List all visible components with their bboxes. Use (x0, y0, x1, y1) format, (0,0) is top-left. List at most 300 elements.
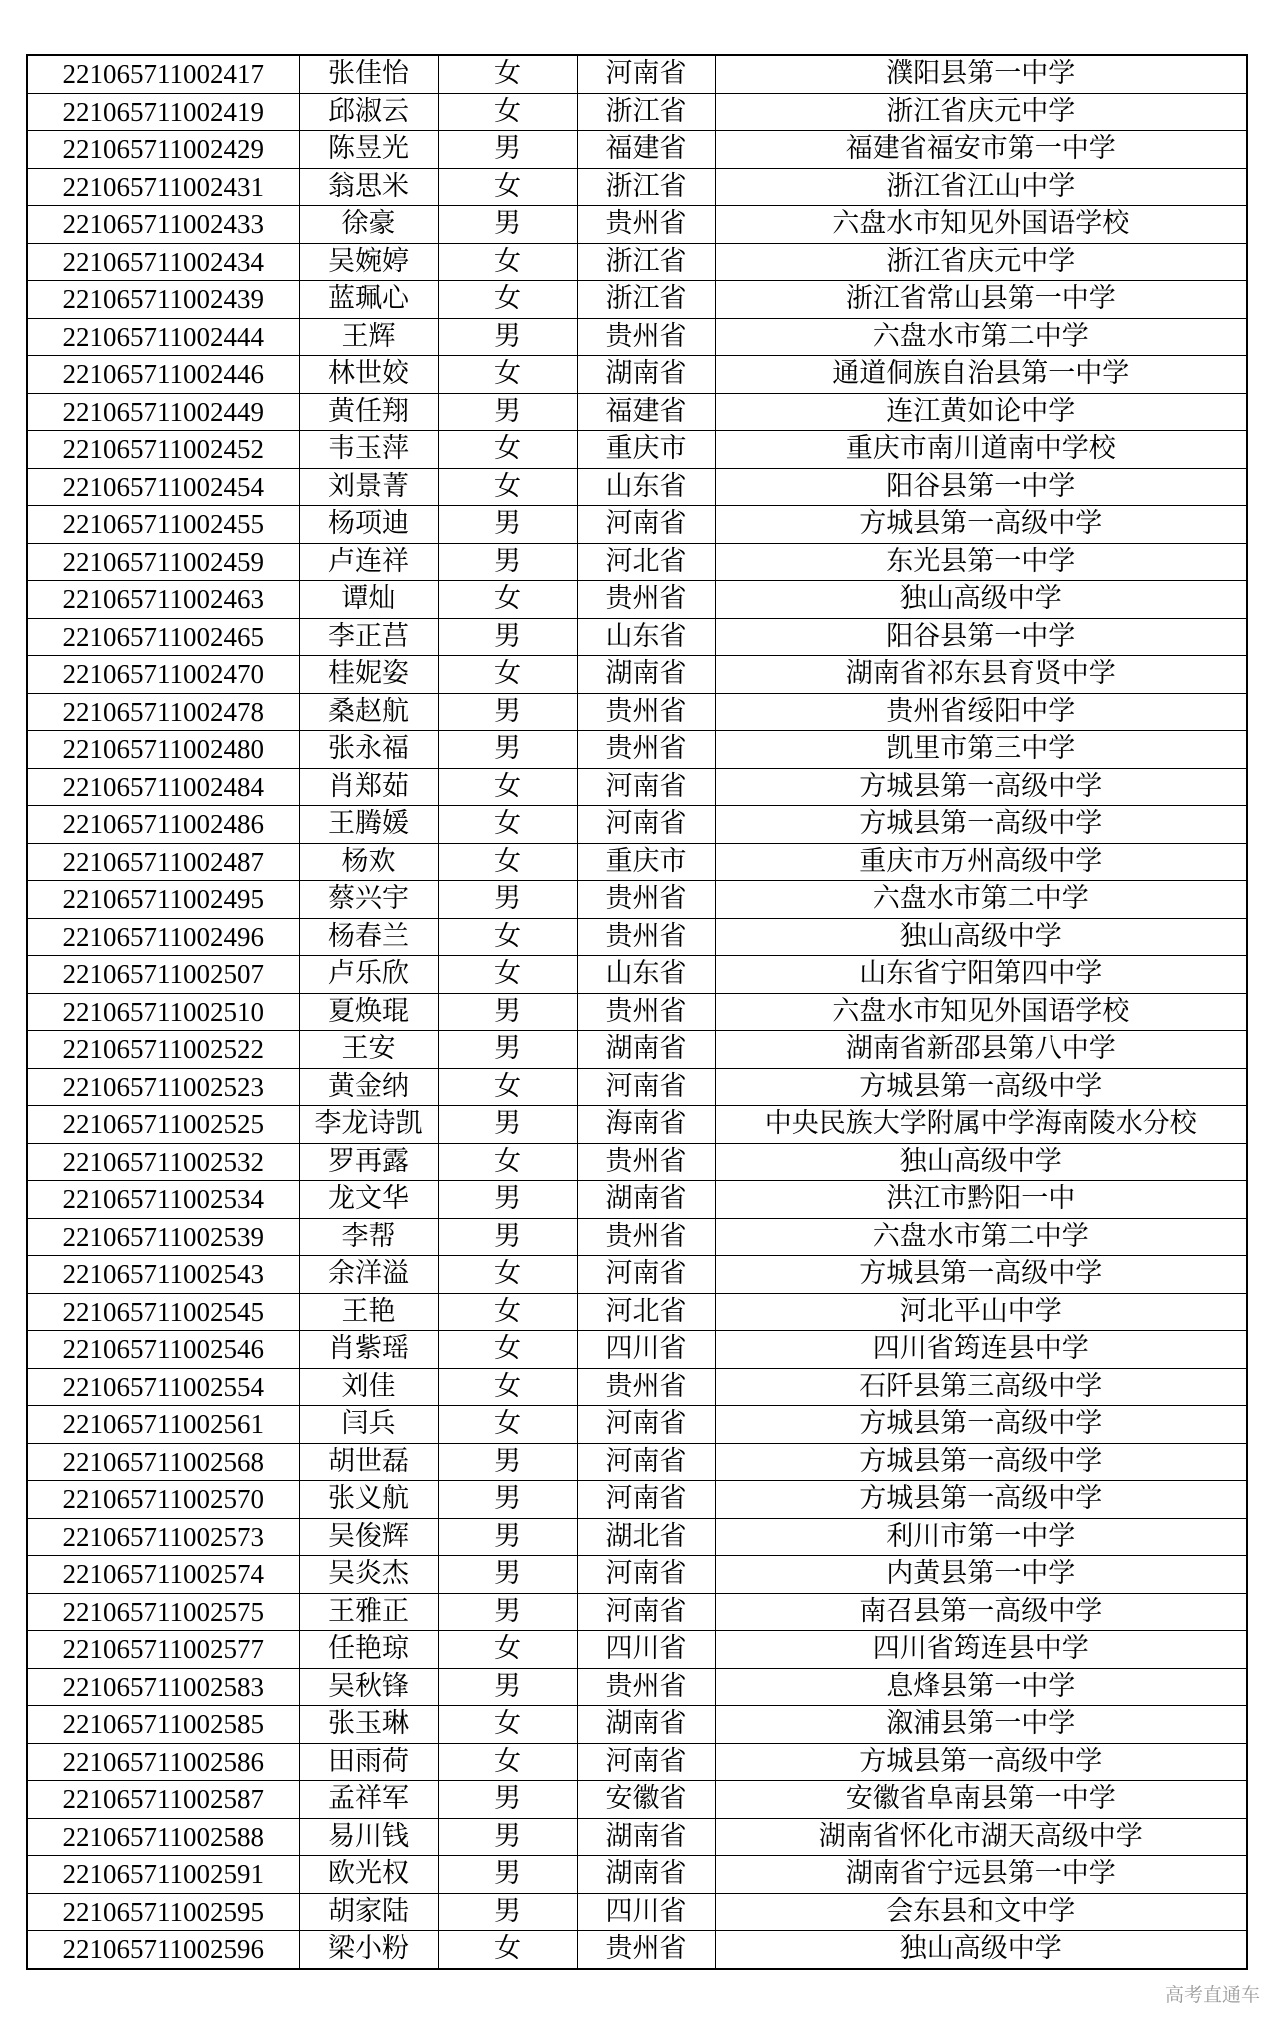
province-cell: 河南省 (577, 806, 715, 844)
school-cell: 濮阳县第一中学 (715, 55, 1247, 93)
candidate-id-cell: 221065711002577 (27, 1631, 299, 1669)
gender-cell: 男 (438, 1218, 577, 1256)
province-cell: 贵州省 (577, 1668, 715, 1706)
gender-cell: 男 (438, 993, 577, 1031)
school-cell: 浙江省庆元中学 (715, 93, 1247, 131)
name-cell: 吴炎杰 (299, 1556, 438, 1594)
school-cell: 湖南省怀化市湖天高级中学 (715, 1818, 1247, 1856)
table-row (27, 506, 1247, 544)
province-cell: 浙江省 (577, 281, 715, 319)
province-cell: 安徽省 (577, 1781, 715, 1819)
name-cell: 桂妮姿 (299, 656, 438, 694)
name-cell: 徐豪 (299, 206, 438, 244)
gender-cell: 女 (438, 243, 577, 281)
candidate-id-cell: 221065711002588 (27, 1818, 299, 1856)
table-row (27, 1631, 1247, 1669)
table-row (27, 1856, 1247, 1894)
gender-cell: 男 (438, 1106, 577, 1144)
table-row (27, 881, 1247, 919)
school-cell: 凯里市第三中学 (715, 731, 1247, 769)
table-row (27, 206, 1247, 244)
name-cell: 刘景菁 (299, 468, 438, 506)
gender-cell: 男 (438, 618, 577, 656)
gender-cell: 女 (438, 1068, 577, 1106)
gender-cell: 男 (438, 1668, 577, 1706)
school-cell: 湖南省宁远县第一中学 (715, 1856, 1247, 1894)
school-cell: 重庆市南川道南中学校 (715, 431, 1247, 469)
table-row (27, 1893, 1247, 1931)
table-row (27, 918, 1247, 956)
school-cell: 六盘水市第二中学 (715, 1218, 1247, 1256)
candidate-id-cell: 221065711002532 (27, 1143, 299, 1181)
province-cell: 四川省 (577, 1631, 715, 1669)
table-row (27, 1781, 1247, 1819)
table-row (27, 1293, 1247, 1331)
candidate-id-cell: 221065711002546 (27, 1331, 299, 1369)
candidate-id-cell: 221065711002463 (27, 581, 299, 619)
table-row (27, 1556, 1247, 1594)
candidate-id-cell: 221065711002561 (27, 1406, 299, 1444)
province-cell: 河南省 (577, 1406, 715, 1444)
table-row (27, 843, 1247, 881)
province-cell: 浙江省 (577, 93, 715, 131)
name-cell: 李帮 (299, 1218, 438, 1256)
gender-cell: 女 (438, 806, 577, 844)
candidate-id-cell: 221065711002452 (27, 431, 299, 469)
table-row (27, 693, 1247, 731)
school-cell: 方城县第一高级中学 (715, 806, 1247, 844)
table-row (27, 1443, 1247, 1481)
candidate-id-cell: 221065711002449 (27, 393, 299, 431)
gender-cell: 女 (438, 281, 577, 319)
province-cell: 贵州省 (577, 881, 715, 919)
name-cell: 张永福 (299, 731, 438, 769)
name-cell: 李正莒 (299, 618, 438, 656)
gender-cell: 女 (438, 1406, 577, 1444)
table-row (27, 168, 1247, 206)
candidate-id-cell: 221065711002595 (27, 1893, 299, 1931)
candidate-id-cell: 221065711002575 (27, 1593, 299, 1631)
school-cell: 阳谷县第一中学 (715, 618, 1247, 656)
table-row (27, 131, 1247, 169)
candidate-id-cell: 221065711002522 (27, 1031, 299, 1069)
table-row (27, 356, 1247, 394)
table-row (27, 656, 1247, 694)
province-cell: 贵州省 (577, 581, 715, 619)
school-cell: 方城县第一高级中学 (715, 1743, 1247, 1781)
name-cell: 夏焕琨 (299, 993, 438, 1031)
candidate-id-cell: 221065711002596 (27, 1931, 299, 1969)
province-cell: 四川省 (577, 1331, 715, 1369)
table-row (27, 1593, 1247, 1631)
table-row (27, 1668, 1247, 1706)
name-cell: 欧光权 (299, 1856, 438, 1894)
candidate-id-cell: 221065711002433 (27, 206, 299, 244)
province-cell: 河南省 (577, 1593, 715, 1631)
candidate-id-cell: 221065711002439 (27, 281, 299, 319)
name-cell: 龙文华 (299, 1181, 438, 1219)
gender-cell: 女 (438, 93, 577, 131)
province-cell: 河南省 (577, 55, 715, 93)
table-row (27, 1181, 1247, 1219)
gender-cell: 男 (438, 1818, 577, 1856)
province-cell: 福建省 (577, 131, 715, 169)
school-cell: 方城县第一高级中学 (715, 1068, 1247, 1106)
table-row (27, 1368, 1247, 1406)
table-row (27, 55, 1247, 93)
province-cell: 浙江省 (577, 168, 715, 206)
gender-cell: 男 (438, 393, 577, 431)
candidate-id-cell: 221065711002419 (27, 93, 299, 131)
name-cell: 王艳 (299, 1293, 438, 1331)
school-cell: 连江黄如论中学 (715, 393, 1247, 431)
candidate-id-cell: 221065711002446 (27, 356, 299, 394)
name-cell: 黄金纳 (299, 1068, 438, 1106)
table-row (27, 1706, 1247, 1744)
name-cell: 梁小粉 (299, 1931, 438, 1969)
gender-cell: 男 (438, 318, 577, 356)
table-row (27, 393, 1247, 431)
name-cell: 易川钱 (299, 1818, 438, 1856)
table-row (27, 93, 1247, 131)
table-row (27, 618, 1247, 656)
table-row (27, 318, 1247, 356)
candidate-id-cell: 221065711002587 (27, 1781, 299, 1819)
name-cell: 王雅正 (299, 1593, 438, 1631)
school-cell: 重庆市万州高级中学 (715, 843, 1247, 881)
name-cell: 翁思米 (299, 168, 438, 206)
name-cell: 王安 (299, 1031, 438, 1069)
gender-cell: 女 (438, 656, 577, 694)
name-cell: 桑赵航 (299, 693, 438, 731)
name-cell: 吴俊辉 (299, 1518, 438, 1556)
table-row (27, 543, 1247, 581)
province-cell: 湖南省 (577, 1181, 715, 1219)
province-cell: 河南省 (577, 506, 715, 544)
name-cell: 胡家陆 (299, 1893, 438, 1931)
school-cell: 安徽省阜南县第一中学 (715, 1781, 1247, 1819)
name-cell: 卢乐欣 (299, 956, 438, 994)
gender-cell: 女 (438, 431, 577, 469)
gender-cell: 男 (438, 731, 577, 769)
province-cell: 山东省 (577, 468, 715, 506)
candidate-id-cell: 221065711002431 (27, 168, 299, 206)
table-row (27, 431, 1247, 469)
gender-cell: 女 (438, 1143, 577, 1181)
province-cell: 贵州省 (577, 993, 715, 1031)
candidate-id-cell: 221065711002459 (27, 543, 299, 581)
candidate-id-cell: 221065711002573 (27, 1518, 299, 1556)
name-cell: 杨欢 (299, 843, 438, 881)
gender-cell: 女 (438, 956, 577, 994)
table-row (27, 1518, 1247, 1556)
province-cell: 湖南省 (577, 356, 715, 394)
candidate-id-cell: 221065711002543 (27, 1256, 299, 1294)
name-cell: 孟祥军 (299, 1781, 438, 1819)
province-cell: 河南省 (577, 1556, 715, 1594)
table-row (27, 468, 1247, 506)
gender-cell: 女 (438, 1706, 577, 1744)
province-cell: 四川省 (577, 1893, 715, 1931)
table-row (27, 1406, 1247, 1444)
gender-cell: 女 (438, 1256, 577, 1294)
name-cell: 邱淑云 (299, 93, 438, 131)
gender-cell: 女 (438, 918, 577, 956)
gender-cell: 男 (438, 1593, 577, 1631)
school-cell: 河北平山中学 (715, 1293, 1247, 1331)
candidate-id-cell: 221065711002465 (27, 618, 299, 656)
candidate-id-cell: 221065711002534 (27, 1181, 299, 1219)
table-row (27, 993, 1247, 1031)
school-cell: 独山高级中学 (715, 581, 1247, 619)
school-cell: 南召县第一高级中学 (715, 1593, 1247, 1631)
school-cell: 阳谷县第一中学 (715, 468, 1247, 506)
province-cell: 福建省 (577, 393, 715, 431)
name-cell: 卢连祥 (299, 543, 438, 581)
candidate-id-cell: 221065711002486 (27, 806, 299, 844)
school-cell: 会东县和文中学 (715, 1893, 1247, 1931)
gender-cell: 女 (438, 356, 577, 394)
province-cell: 贵州省 (577, 1368, 715, 1406)
candidate-id-cell: 221065711002455 (27, 506, 299, 544)
name-cell: 杨春兰 (299, 918, 438, 956)
name-cell: 黄任翔 (299, 393, 438, 431)
province-cell: 贵州省 (577, 318, 715, 356)
gender-cell: 女 (438, 1331, 577, 1369)
table-row (27, 1031, 1247, 1069)
table-row (27, 1481, 1247, 1519)
table-row (27, 1931, 1247, 1969)
province-cell: 浙江省 (577, 243, 715, 281)
gender-cell: 男 (438, 881, 577, 919)
name-cell: 刘佳 (299, 1368, 438, 1406)
gender-cell: 男 (438, 1518, 577, 1556)
candidate-id-cell: 221065711002525 (27, 1106, 299, 1144)
province-cell: 河南省 (577, 1481, 715, 1519)
school-cell: 方城县第一高级中学 (715, 768, 1247, 806)
table-row (27, 1218, 1247, 1256)
candidate-id-cell: 221065711002554 (27, 1368, 299, 1406)
school-cell: 溆浦县第一中学 (715, 1706, 1247, 1744)
table-row (27, 1106, 1247, 1144)
gender-cell: 女 (438, 468, 577, 506)
candidate-id-cell: 221065711002470 (27, 656, 299, 694)
province-cell: 河北省 (577, 1293, 715, 1331)
gender-cell: 女 (438, 168, 577, 206)
school-cell: 石阡县第三高级中学 (715, 1368, 1247, 1406)
candidate-id-cell: 221065711002478 (27, 693, 299, 731)
gender-cell: 男 (438, 1781, 577, 1819)
table-row (27, 731, 1247, 769)
school-cell: 内黄县第一中学 (715, 1556, 1247, 1594)
name-cell: 胡世磊 (299, 1443, 438, 1481)
candidate-id-cell: 221065711002507 (27, 956, 299, 994)
province-cell: 贵州省 (577, 1143, 715, 1181)
province-cell: 海南省 (577, 1106, 715, 1144)
candidate-id-cell: 221065711002484 (27, 768, 299, 806)
name-cell: 余洋溢 (299, 1256, 438, 1294)
candidate-id-cell: 221065711002574 (27, 1556, 299, 1594)
name-cell: 蔡兴宇 (299, 881, 438, 919)
gender-cell: 女 (438, 843, 577, 881)
gender-cell: 男 (438, 1181, 577, 1219)
gender-cell: 女 (438, 581, 577, 619)
province-cell: 湖北省 (577, 1518, 715, 1556)
province-cell: 河南省 (577, 768, 715, 806)
candidate-id-cell: 221065711002585 (27, 1706, 299, 1744)
gender-cell: 男 (438, 1031, 577, 1069)
gender-cell: 男 (438, 1443, 577, 1481)
school-cell: 独山高级中学 (715, 918, 1247, 956)
name-cell: 闫兵 (299, 1406, 438, 1444)
school-cell: 方城县第一高级中学 (715, 1256, 1247, 1294)
school-cell: 东光县第一中学 (715, 543, 1247, 581)
province-cell: 贵州省 (577, 731, 715, 769)
gender-cell: 男 (438, 543, 577, 581)
province-cell: 河南省 (577, 1743, 715, 1781)
candidate-id-cell: 221065711002523 (27, 1068, 299, 1106)
candidate-id-cell: 221065711002568 (27, 1443, 299, 1481)
gender-cell: 女 (438, 1368, 577, 1406)
gender-cell: 男 (438, 131, 577, 169)
name-cell: 林世姣 (299, 356, 438, 394)
name-cell: 杨项迪 (299, 506, 438, 544)
school-cell: 湖南省新邵县第八中学 (715, 1031, 1247, 1069)
school-cell: 四川省筠连县中学 (715, 1631, 1247, 1669)
school-cell: 福建省福安市第一中学 (715, 131, 1247, 169)
candidate-id-cell: 221065711002586 (27, 1743, 299, 1781)
gender-cell: 男 (438, 1481, 577, 1519)
gender-cell: 女 (438, 55, 577, 93)
school-cell: 独山高级中学 (715, 1143, 1247, 1181)
candidate-id-cell: 221065711002539 (27, 1218, 299, 1256)
province-cell: 河南省 (577, 1256, 715, 1294)
name-cell: 王腾媛 (299, 806, 438, 844)
school-cell: 息烽县第一中学 (715, 1668, 1247, 1706)
candidate-id-cell: 221065711002417 (27, 55, 299, 93)
table-row (27, 1068, 1247, 1106)
school-cell: 六盘水市第二中学 (715, 881, 1247, 919)
candidate-id-cell: 221065711002496 (27, 918, 299, 956)
school-cell: 利川市第一中学 (715, 1518, 1247, 1556)
gender-cell: 女 (438, 1931, 577, 1969)
table-row (27, 581, 1247, 619)
name-cell: 谭灿 (299, 581, 438, 619)
school-cell: 方城县第一高级中学 (715, 1406, 1247, 1444)
name-cell: 张义航 (299, 1481, 438, 1519)
name-cell: 罗再露 (299, 1143, 438, 1181)
province-cell: 湖南省 (577, 1856, 715, 1894)
watermark-text: 高考直通车 (1164, 1984, 1260, 2006)
province-cell: 贵州省 (577, 693, 715, 731)
gender-cell: 男 (438, 506, 577, 544)
candidate-id-cell: 221065711002454 (27, 468, 299, 506)
province-cell: 湖南省 (577, 1818, 715, 1856)
school-cell: 浙江省庆元中学 (715, 243, 1247, 281)
school-cell: 贵州省绥阳中学 (715, 693, 1247, 731)
name-cell: 王辉 (299, 318, 438, 356)
province-cell: 河南省 (577, 1068, 715, 1106)
school-cell: 中央民族大学附属中学海南陵水分校 (715, 1106, 1247, 1144)
school-cell: 湖南省祁东县育贤中学 (715, 656, 1247, 694)
gender-cell: 女 (438, 1631, 577, 1669)
province-cell: 重庆市 (577, 431, 715, 469)
school-cell: 四川省筠连县中学 (715, 1331, 1247, 1369)
name-cell: 张玉琳 (299, 1706, 438, 1744)
name-cell: 陈昱光 (299, 131, 438, 169)
table-body (27, 55, 1247, 1969)
school-cell: 方城县第一高级中学 (715, 1481, 1247, 1519)
province-cell: 贵州省 (577, 1931, 715, 1969)
table-row (27, 1743, 1247, 1781)
school-cell: 浙江省江山中学 (715, 168, 1247, 206)
school-cell: 六盘水市知见外国语学校 (715, 993, 1247, 1031)
province-cell: 湖南省 (577, 1031, 715, 1069)
candidate-id-cell: 221065711002480 (27, 731, 299, 769)
province-cell: 河南省 (577, 1443, 715, 1481)
candidate-id-cell: 221065711002434 (27, 243, 299, 281)
school-cell: 六盘水市第二中学 (715, 318, 1247, 356)
province-cell: 山东省 (577, 618, 715, 656)
table-row (27, 1143, 1247, 1181)
school-cell: 山东省宁阳第四中学 (715, 956, 1247, 994)
candidate-id-cell: 221065711002510 (27, 993, 299, 1031)
table-row (27, 1256, 1247, 1294)
name-cell: 蓝珮心 (299, 281, 438, 319)
name-cell: 任艳琼 (299, 1631, 438, 1669)
province-cell: 重庆市 (577, 843, 715, 881)
province-cell: 山东省 (577, 956, 715, 994)
gender-cell: 女 (438, 1293, 577, 1331)
table-row (27, 281, 1247, 319)
gender-cell: 男 (438, 206, 577, 244)
gender-cell: 女 (438, 768, 577, 806)
province-cell: 贵州省 (577, 1218, 715, 1256)
province-cell: 湖南省 (577, 656, 715, 694)
table-row (27, 243, 1247, 281)
candidate-id-cell: 221065711002487 (27, 843, 299, 881)
school-cell: 通道侗族自治县第一中学 (715, 356, 1247, 394)
name-cell: 吴秋锋 (299, 1668, 438, 1706)
candidate-id-cell: 221065711002591 (27, 1856, 299, 1894)
province-cell: 贵州省 (577, 918, 715, 956)
name-cell: 田雨荷 (299, 1743, 438, 1781)
candidate-id-cell: 221065711002495 (27, 881, 299, 919)
candidate-id-cell: 221065711002545 (27, 1293, 299, 1331)
school-cell: 浙江省常山县第一中学 (715, 281, 1247, 319)
candidate-id-cell: 221065711002570 (27, 1481, 299, 1519)
admission-list-table (26, 54, 1248, 1970)
school-cell: 六盘水市知见外国语学校 (715, 206, 1247, 244)
name-cell: 李龙诗凯 (299, 1106, 438, 1144)
province-cell: 湖南省 (577, 1706, 715, 1744)
school-cell: 方城县第一高级中学 (715, 506, 1247, 544)
school-cell: 独山高级中学 (715, 1931, 1247, 1969)
gender-cell: 男 (438, 1856, 577, 1894)
gender-cell: 男 (438, 1556, 577, 1594)
gender-cell: 女 (438, 1743, 577, 1781)
province-cell: 贵州省 (577, 206, 715, 244)
gender-cell: 男 (438, 693, 577, 731)
school-cell: 方城县第一高级中学 (715, 1443, 1247, 1481)
table-row (27, 956, 1247, 994)
name-cell: 肖紫瑶 (299, 1331, 438, 1369)
name-cell: 肖郑茹 (299, 768, 438, 806)
gender-cell: 男 (438, 1893, 577, 1931)
table-row (27, 1818, 1247, 1856)
candidate-id-cell: 221065711002429 (27, 131, 299, 169)
table-row (27, 768, 1247, 806)
